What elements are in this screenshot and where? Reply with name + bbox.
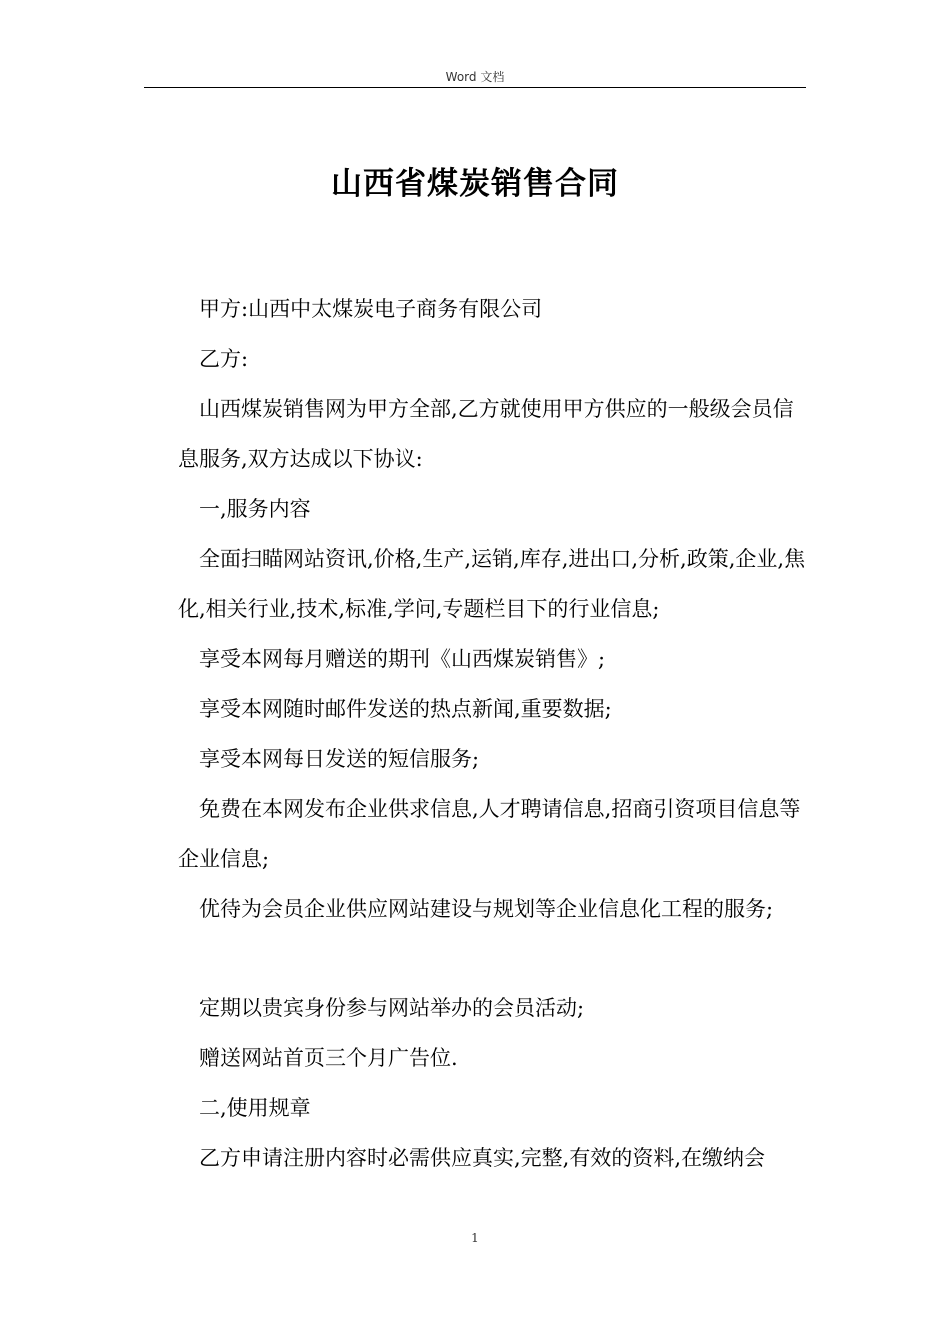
contract-body-continued bbox=[178, 983, 812, 1183]
party-a-line: 甲方:山西中太煤炭电子商务有限公司 bbox=[199, 297, 543, 321]
service-item: 赠送网站首页三个月广告位. bbox=[199, 1046, 458, 1070]
page-number: 1 bbox=[471, 1231, 479, 1245]
contract-body bbox=[178, 284, 812, 934]
service-item: 全面扫瞄网站资讯,价格,生产,运销,库存,进出口,分析,政策,企业,焦化,相关行业,技术,标准,学问,专题栏目下的行业信息; bbox=[178, 547, 806, 621]
section-heading-rules: 二,使用规章 bbox=[199, 1096, 311, 1120]
service-item: 定期以贵宾身份参与网站举办的会员活动; bbox=[199, 996, 585, 1020]
service-item: 享受本网随时邮件发送的热点新闻,重要数据; bbox=[199, 697, 612, 721]
agreement-intro-paragraph: 山西煤炭销售网为甲方全部,乙方就使用甲方供应的一般级会员信息服务,双方达成以下协议: bbox=[178, 397, 794, 471]
service-item: 优待为会员企业供应网站建设与规划等企业信息化工程的服务; bbox=[199, 897, 774, 921]
document-title: 山西省煤炭销售合同 bbox=[331, 166, 619, 202]
service-item: 享受本网每月赠送的期刊《山西煤炭销售》; bbox=[199, 647, 606, 671]
party-b-line: 乙方: bbox=[199, 347, 249, 371]
service-item: 免费在本网发布企业供求信息,人才聘请信息,招商引资项目信息等企业信息; bbox=[178, 797, 801, 871]
page-header-label: Word 文档 bbox=[445, 70, 505, 84]
service-item: 享受本网每日发送的短信服务; bbox=[199, 747, 480, 771]
header-divider bbox=[144, 87, 806, 88]
section-heading-service: 一,服务内容 bbox=[199, 497, 311, 521]
rules-paragraph: 乙方申请注册内容时必需供应真实,完整,有效的资料,在缴纳会 bbox=[199, 1146, 766, 1170]
